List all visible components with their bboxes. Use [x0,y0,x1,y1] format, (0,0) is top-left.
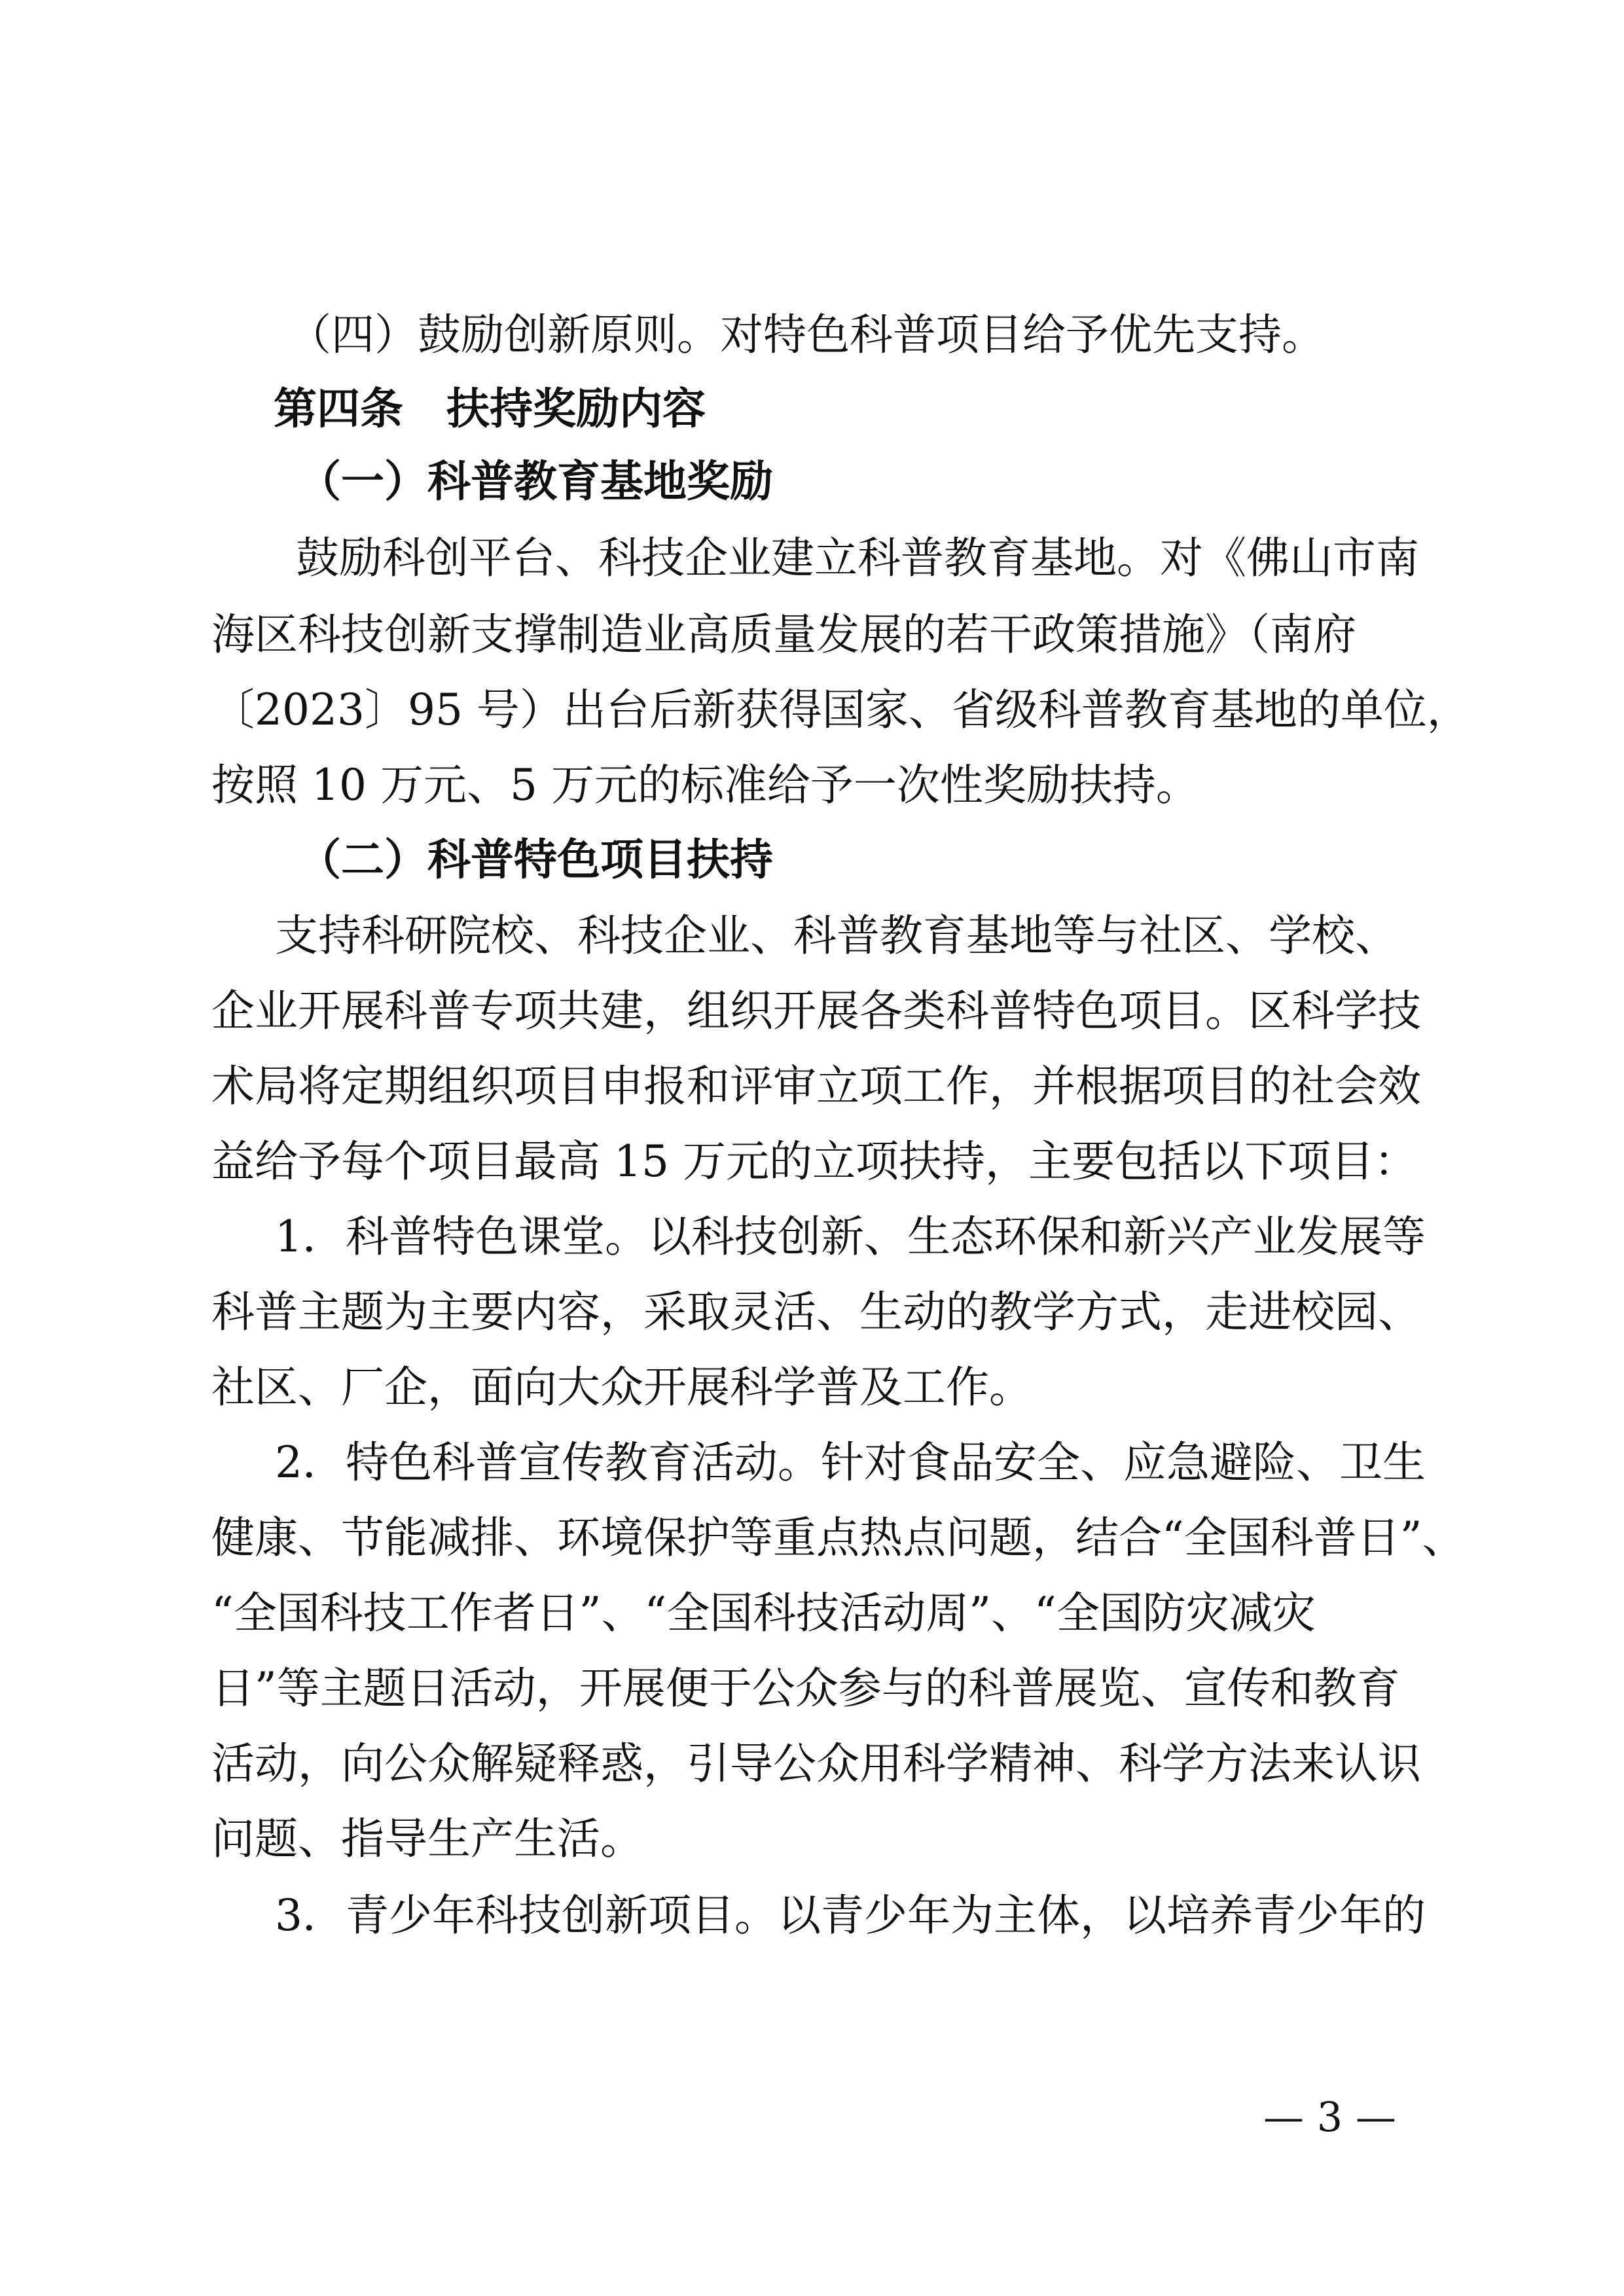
paragraph-line: 鼓励科创平台、科技企业建立科普教育基地。对《佛山市南 [296,533,1419,583]
paragraph-line: “全国科技工作者日”、“全国科技活动周”、“全国防灾减灾 [211,1588,1316,1638]
paragraph-line: 活动，向公众解疑释惑，引导公众用科学精神、科学方法来认识 [211,1738,1421,1789]
paragraph-line: 社区、厂企，面向大众开展科学普及工作。 [211,1362,1032,1412]
list-item-two: 2．特色科普宣传教育活动。针对食品安全、应急避险、卫生 [275,1437,1426,1488]
paragraph-line: 支持科研院校、科技企业、科普教育基地等与社区、学校、 [275,910,1398,961]
paragraph-line: 科普主题为主要内容，采取灵活、生动的教学方式，走进校园、 [211,1287,1421,1337]
section-two-heading: （二）科普特色项目扶持 [298,834,773,885]
page-number: — 3 — [1263,2093,1396,2141]
paragraph-line: 按照 10 万元、5 万元的标准给予一次性奖励扶持。 [211,760,1199,810]
paragraph-line: 问题、指导生产生活。 [211,1814,643,1864]
paragraph-line: 术局将定期组织项目申报和评审立项工作，并根据项目的社会效 [211,1061,1421,1111]
paragraph-line: 海区科技创新支撑制造业高质量发展的若干政策措施》（南府 [211,609,1356,660]
paragraph-line: 〔2023〕95 号）出台后新获得国家、省级科普教育基地的单位， [211,685,1470,735]
paragraph-line: 健康、节能减排、环境保护等重点热点问题，结合“全国科普日”、 [211,1513,1466,1563]
paragraph-line: 企业开展科普专项共建，组织开展各类科普特色项目。区科学技 [211,986,1421,1036]
list-item-one: 1．科普特色课堂。以科技创新、生态环保和新兴产业发展等 [275,1211,1426,1262]
list-item-three: 3．青少年科技创新项目。以青少年为主体，以培养青少年的 [275,1890,1426,1941]
paragraph-line: 益给予每个项目最高 15 万元的立项扶持，主要包括以下项目： [211,1136,1417,1187]
principle-four-line: （四）鼓励创新原则。对特色科普项目给予优先支持。 [288,310,1325,360]
paragraph-line: 日”等主题日活动，开展便于公众参与的科普展览、宣传和教育 [211,1663,1400,1713]
article-four-heading: 第四条 扶持奖励内容 [274,384,706,434]
section-one-heading: （一）科普教育基地奖励 [298,456,773,507]
